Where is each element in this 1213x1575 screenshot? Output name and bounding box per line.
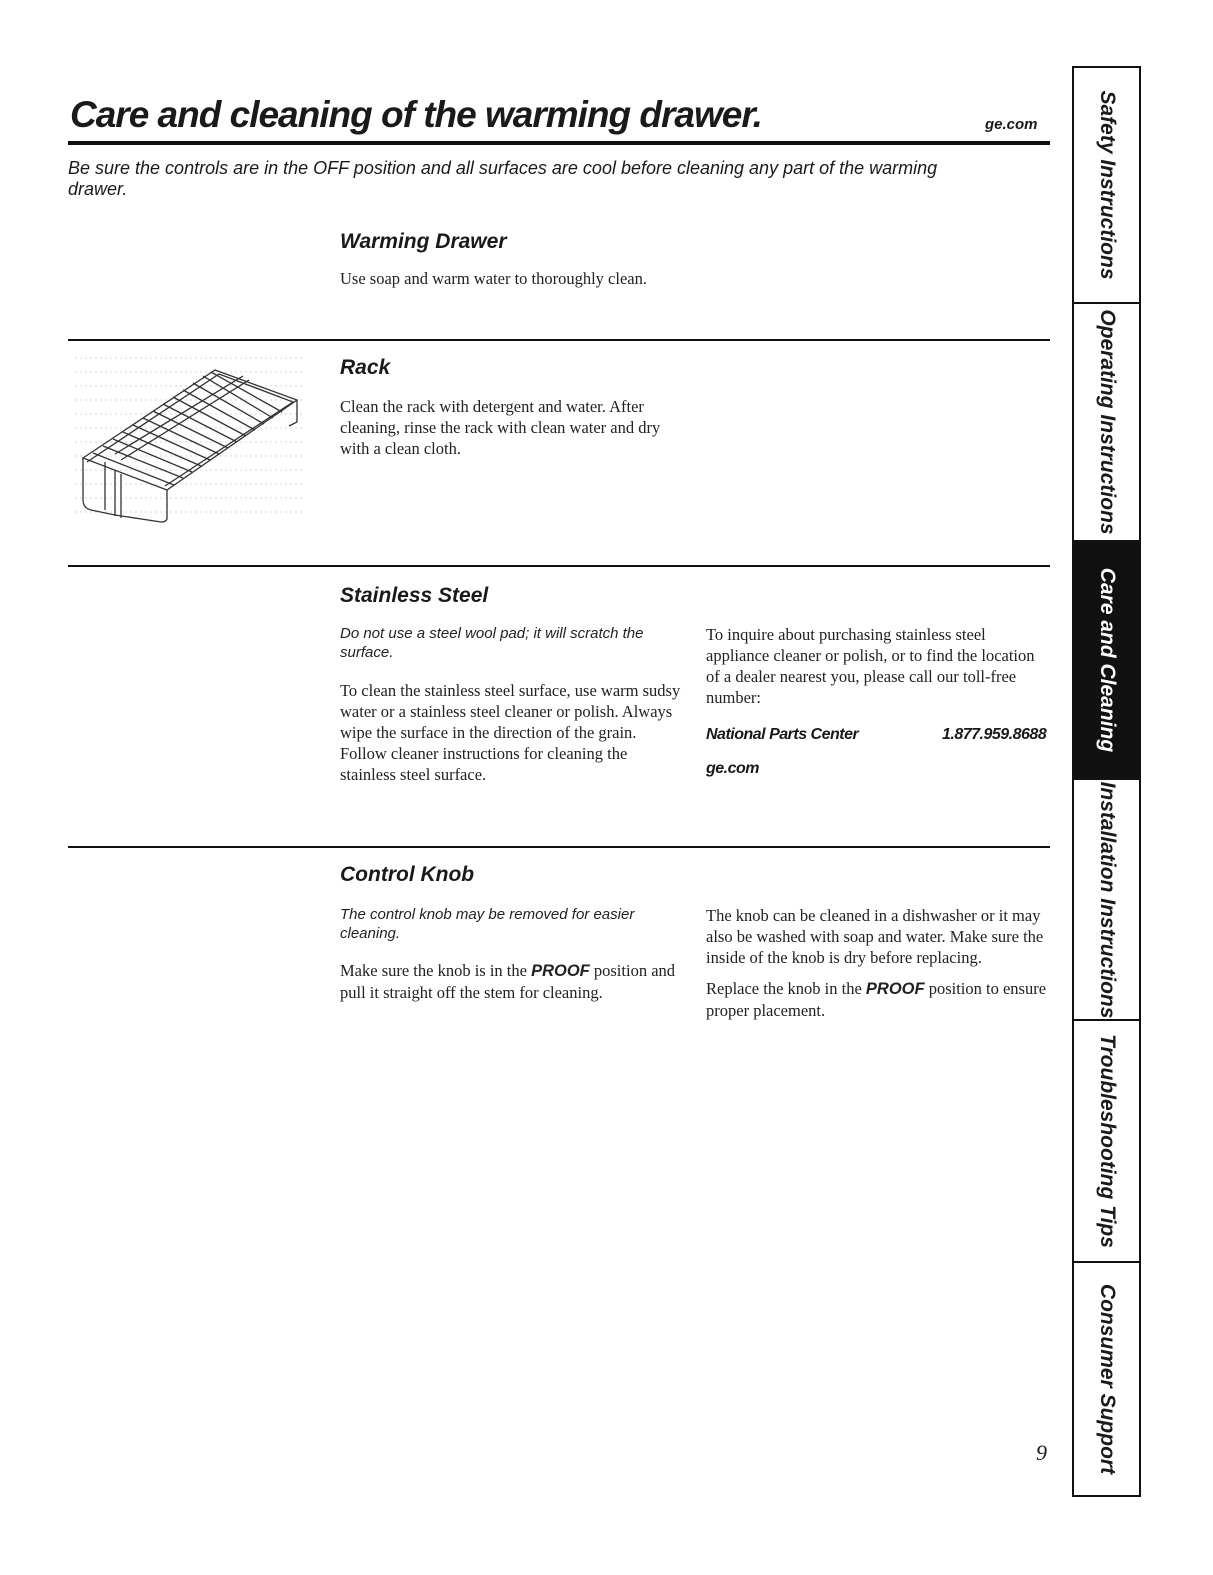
stainless-steel-body: To clean the stainless steel surface, use warm sudsy water or a stainless steel cleaner or polish. Always wipe the surface in the direction of the grain. Follow cleaner instructions for cleaning the stainless steel surface.	[340, 681, 681, 784]
site-link[interactable]: ge.com	[985, 116, 1038, 133]
warming-drawer-body: Use soap and warm water to thoroughly clean.	[340, 269, 647, 288]
control-knob-right-p1: The knob can be cleaned in a dishwasher or it may also be washed with soap and water. Make sure the inside of the knob is dry before replacing.	[706, 906, 1044, 967]
rack-illustration	[75, 350, 310, 530]
tab-safety-instructions[interactable]	[1074, 68, 1139, 304]
tab-installation-instructions[interactable]	[1074, 780, 1139, 1021]
rack-body: Clean the rack with detergent and water. After cleaning, rinse the rack with clean water and dry with a clean cloth.	[340, 397, 661, 458]
control-knob-right-body	[706, 905, 1051, 1031]
tab-label: Installation Instructions	[1095, 781, 1119, 1018]
proof-label: PROOF	[865, 980, 925, 998]
control-knob-body	[340, 960, 685, 1003]
section-tabs	[1072, 66, 1141, 1497]
tab-troubleshooting-tips[interactable]	[1074, 1021, 1139, 1263]
intro-text: Be sure the controls are in the OFF position and all surfaces are cool before cleaning any part of the warming drawer.	[68, 158, 938, 199]
tab-care-and-cleaning[interactable]	[1074, 542, 1139, 780]
rack-heading: Rack	[340, 356, 391, 379]
tab-label: Consumer Support	[1095, 1283, 1119, 1475]
tab-operating-instructions[interactable]	[1074, 304, 1139, 542]
tab-label: Care and Cleaning	[1095, 567, 1119, 753]
parts-center-web[interactable]: ge.com	[706, 760, 760, 777]
parts-center-phone: 1.877.959.8688	[942, 726, 1047, 743]
control-knob-body-post: position and pull it straight off the stem for cleaning.	[340, 961, 676, 1002]
page-title: Care and cleaning of the warming drawer.	[70, 94, 762, 135]
title-rule	[68, 141, 1050, 145]
control-knob-body-pre: Make sure the knob is in the	[340, 961, 532, 980]
control-knob-right-p2	[706, 978, 1051, 1021]
stainless-steel-right-body: To inquire about purchasing stainless steel appliance cleaner or polish, or to find the location of a dealer nearest you, please call our toll-free number:	[706, 625, 1035, 707]
tab-consumer-support[interactable]	[1074, 1263, 1139, 1495]
proof-label: PROOF	[531, 962, 590, 980]
warming-drawer-heading: Warming Drawer	[340, 230, 507, 253]
stainless-steel-heading: Stainless Steel	[340, 584, 489, 607]
control-knob-heading: Control Knob	[340, 863, 475, 886]
parts-center-label: National Parts Center	[706, 726, 859, 743]
control-knob-right-p2-post: position to ensure proper placement.	[706, 979, 1047, 1020]
tab-label: Troubleshooting Tips	[1095, 1034, 1119, 1248]
section-divider	[68, 565, 1050, 567]
section-divider	[68, 339, 1050, 341]
tab-label: Operating Instructions	[1095, 309, 1119, 535]
section-divider	[68, 846, 1050, 848]
tab-label: Safety Instructions	[1095, 90, 1119, 280]
page-number: 9	[1036, 1440, 1047, 1465]
control-knob-right-p2-pre: Replace the knob in the	[706, 979, 866, 998]
control-knob-note: The control knob may be removed for easier cleaning.	[340, 906, 635, 942]
stainless-steel-note: Do not use a steel wool pad; it will scratch the surface.	[340, 625, 644, 661]
